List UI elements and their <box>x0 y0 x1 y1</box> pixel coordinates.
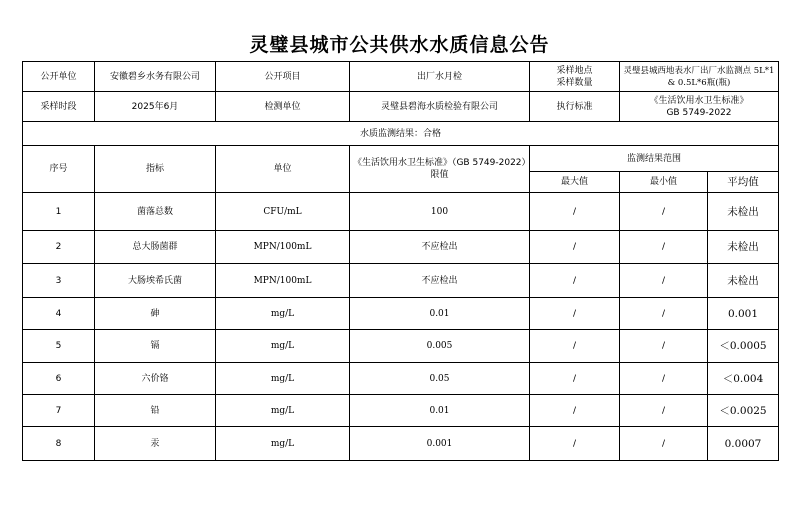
label-project: 公开项目 <box>216 62 350 92</box>
label-sampling-site: 采样地点 采样数量 <box>530 62 620 92</box>
row-avg: 0.001 <box>708 298 779 330</box>
row-limit: 0.01 <box>350 395 530 427</box>
row-avg: 未检出 <box>708 231 779 264</box>
value-standard: 《生活饮用水卫生标准》 GB 5749-2022 <box>620 92 779 122</box>
row-limit: 0.005 <box>350 330 530 363</box>
row-max: / <box>530 298 620 330</box>
header-row-1 <box>23 146 779 172</box>
value-publisher: 安徽碧乡水务有限公司 <box>95 62 216 92</box>
row-avg: ＜0.0005 <box>708 330 779 363</box>
table-row <box>23 193 779 231</box>
row-avg: 未检出 <box>708 264 779 298</box>
header-indicator: 指标 <box>95 146 216 193</box>
row-unit: mg/L <box>216 427 350 461</box>
row-max: / <box>530 395 620 427</box>
row-indicator: 总大肠菌群 <box>95 231 216 264</box>
row-max: / <box>530 264 620 298</box>
row-indicator: 铅 <box>95 395 216 427</box>
row-unit: mg/L <box>216 363 350 395</box>
row-max: / <box>530 363 620 395</box>
value-sampling-period: 2025年6月 <box>95 92 216 122</box>
row-avg: 未检出 <box>708 193 779 231</box>
row-indicator: 大肠埃希氏菌 <box>95 264 216 298</box>
row-indicator: 汞 <box>95 427 216 461</box>
result-summary: 水质监测结果：合格 <box>23 122 779 146</box>
header-limit: 《生活饮用水卫生标准》（GB 5749-2022）限值 <box>350 146 530 193</box>
label-standard: 执行标准 <box>530 92 620 122</box>
row-indicator: 菌落总数 <box>95 193 216 231</box>
row-max: / <box>530 427 620 461</box>
row-avg: ＜0.0025 <box>708 395 779 427</box>
row-unit: CFU/mL <box>216 193 350 231</box>
row-limit: 0.05 <box>350 363 530 395</box>
data-rows <box>23 193 779 461</box>
row-indicator: 六价铬 <box>95 363 216 395</box>
result-row <box>23 122 779 146</box>
header-seq: 序号 <box>23 146 95 193</box>
row-min: / <box>620 298 708 330</box>
table-row <box>23 330 779 363</box>
table-row <box>23 363 779 395</box>
row-max: / <box>530 231 620 264</box>
row-min: / <box>620 193 708 231</box>
row-seq: 2 <box>23 231 95 264</box>
value-project: 出厂水月检 <box>350 62 530 92</box>
label-sampling-period: 采样时段 <box>23 92 95 122</box>
row-min: / <box>620 363 708 395</box>
header-range: 监测结果范围 <box>530 146 779 172</box>
table-row <box>23 298 779 330</box>
row-unit: mg/L <box>216 395 350 427</box>
row-unit: mg/L <box>216 298 350 330</box>
header-min: 最小值 <box>620 172 708 193</box>
row-seq: 7 <box>23 395 95 427</box>
row-limit: 不应检出 <box>350 264 530 298</box>
row-avg: 0.0007 <box>708 427 779 461</box>
info-row-1 <box>23 62 779 92</box>
row-limit: 0.01 <box>350 298 530 330</box>
row-indicator: 镉 <box>95 330 216 363</box>
header-avg: 平均值 <box>708 172 779 193</box>
row-seq: 8 <box>23 427 95 461</box>
row-max: / <box>530 193 620 231</box>
row-seq: 4 <box>23 298 95 330</box>
row-min: / <box>620 427 708 461</box>
info-row-2 <box>23 92 779 122</box>
row-seq: 6 <box>23 363 95 395</box>
row-limit: 0.001 <box>350 427 530 461</box>
table-row <box>23 427 779 461</box>
row-seq: 1 <box>23 193 95 231</box>
value-sampling-site: 灵璧县城西地表水厂出厂水监测点 5L*1 & 0.5L*6瓶(瓶) <box>620 62 779 92</box>
row-min: / <box>620 330 708 363</box>
row-limit: 不应检出 <box>350 231 530 264</box>
table-row <box>23 264 779 298</box>
row-avg: ＜0.004 <box>708 363 779 395</box>
row-seq: 3 <box>23 264 95 298</box>
row-min: / <box>620 395 708 427</box>
value-lab: 灵璧县碧海水质检验有限公司 <box>350 92 530 122</box>
table-row <box>23 395 779 427</box>
water-quality-table <box>22 61 779 461</box>
row-indicator: 砷 <box>95 298 216 330</box>
row-min: / <box>620 231 708 264</box>
row-min: / <box>620 264 708 298</box>
label-publisher: 公开单位 <box>23 62 95 92</box>
row-seq: 5 <box>23 330 95 363</box>
row-unit: mg/L <box>216 330 350 363</box>
header-unit: 单位 <box>216 146 350 193</box>
label-lab: 检测单位 <box>216 92 350 122</box>
table-row <box>23 231 779 264</box>
row-limit: 100 <box>350 193 530 231</box>
row-max: / <box>530 330 620 363</box>
header-max: 最大值 <box>530 172 620 193</box>
page-title: 灵璧县城市公共供水水质信息公告 <box>249 34 550 56</box>
row-unit: MPN/100mL <box>216 231 350 264</box>
row-unit: MPN/100mL <box>216 264 350 298</box>
